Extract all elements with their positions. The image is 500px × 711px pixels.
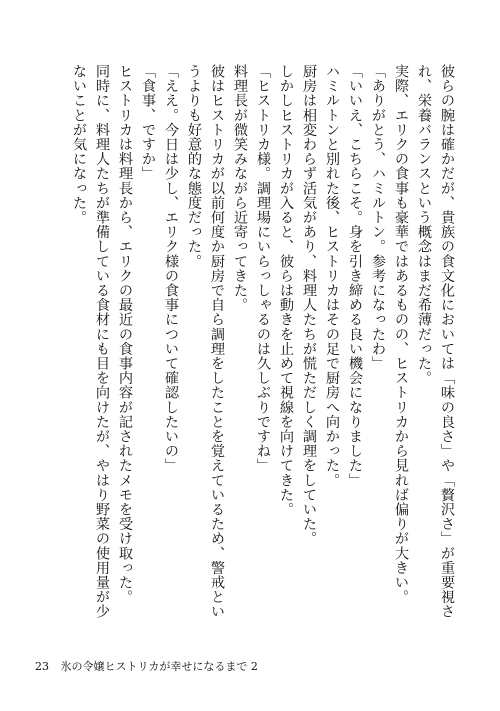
- vertical-body-text: [67, 64, 458, 632]
- paragraph: 彼らの腕は確かだが、貴族の食文化においては「味の良さ」や「贅沢さ」が重要視され、栄養バランスという概念はまだ希薄だった。: [416, 64, 455, 619]
- page-footer: [35, 660, 258, 674]
- book-title: 氷の令嬢ヒストリカが幸せになるまで 2: [60, 660, 258, 673]
- paragraph: 彼はヒストリカが以前何度か厨房で自ら調理をしたことを覚えているため、警戒というよりも好意的な態度だった。: [186, 64, 225, 619]
- paragraph: 「ありがとう、ハミルトン。参考になったわ」: [370, 64, 386, 371]
- paragraph: 料理長が微笑みながら近寄ってきた。: [232, 64, 248, 313]
- paragraph: 「食事、ですか」: [140, 64, 156, 181]
- paragraph: 厨房は相変わらず活気があり、料理人たちが慌ただしく調理をしていた。: [301, 64, 317, 546]
- paragraph: 実際、エリクの食事も豪華ではあるものの、ヒストリカから見れば偏りが大きい。: [393, 64, 409, 605]
- paragraph: ハミルトンと別れた後、ヒストリカはその足で厨房へ向かった。: [324, 64, 340, 488]
- paragraph: 同時に、料理人たちが準備している食材にも目を向けたが、やはり野菜の使用量が少ないことが気になった。: [71, 64, 110, 619]
- paragraph: 「ええ。今日は少し、エリク様の食事について確認したいの」: [163, 64, 179, 473]
- paragraph: 「いいえ、こちらこそ。身を引き締める良い機会になりました」: [347, 64, 363, 488]
- page-number: 23: [35, 660, 49, 673]
- paragraph: 「ヒストリカ様。調理場にいらっしゃるのは久しぶりですね」: [255, 64, 271, 473]
- paragraph: しかしヒストリカが入ると、彼らは動きを止めて視線を向けてきた。: [278, 64, 294, 517]
- paragraph: ヒストリカは料理長から、エリクの最近の食事内容が記されたメモを受け取った。: [117, 64, 133, 605]
